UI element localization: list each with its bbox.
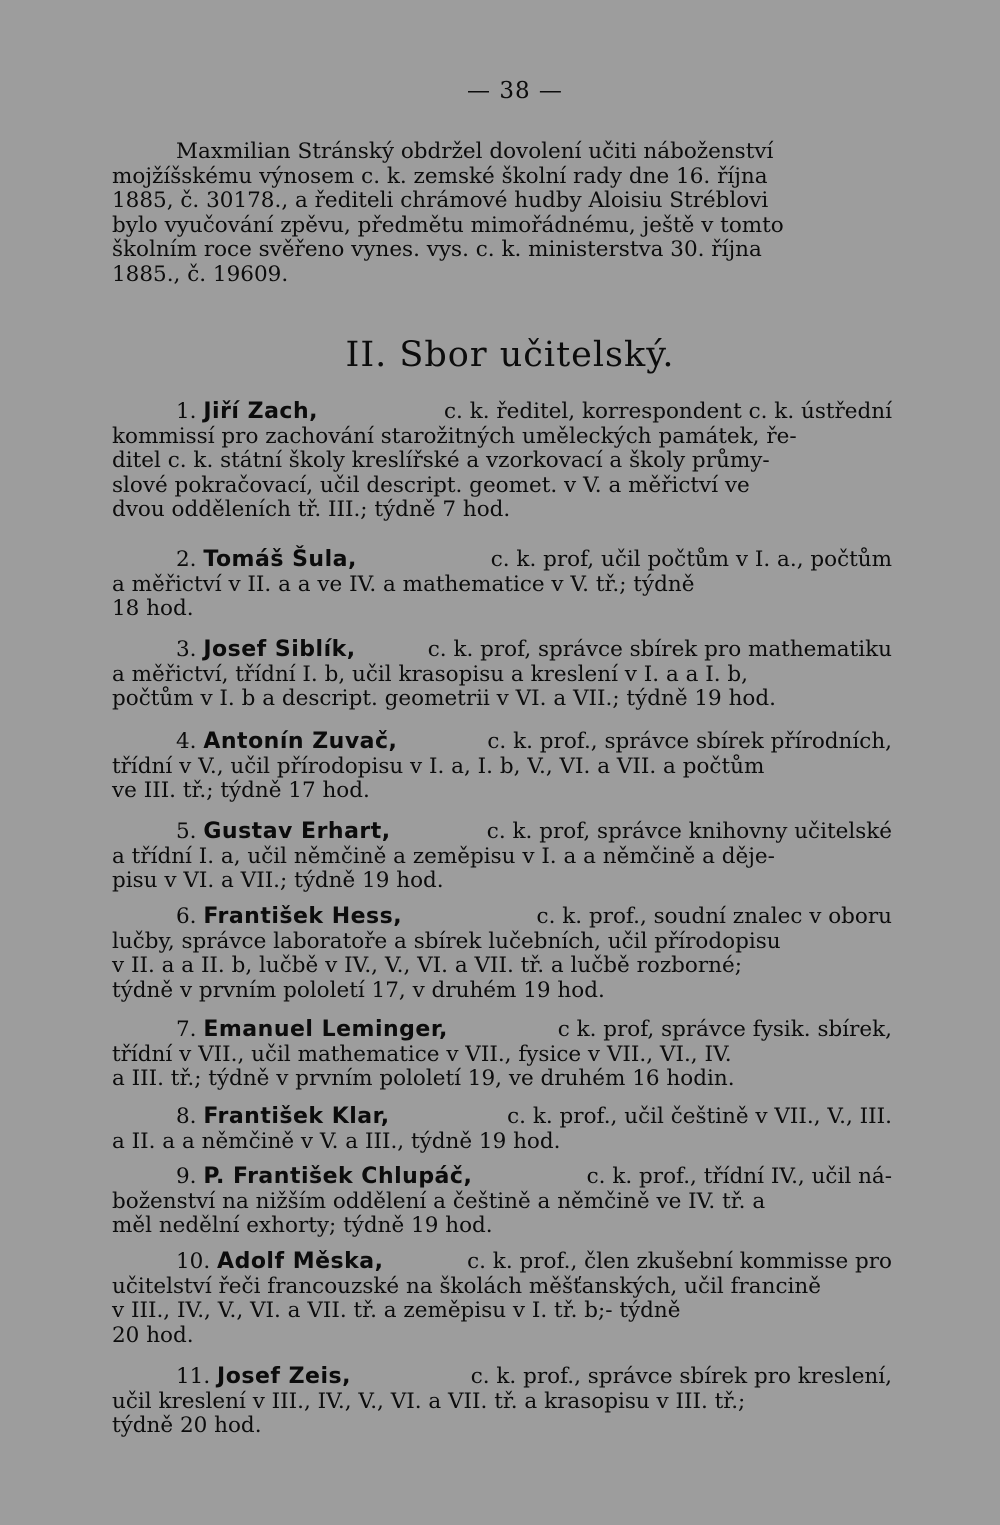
entry-head (176, 1250, 383, 1275)
entry-text: c k. prof, správce fysik. sbírek, (557, 1017, 892, 1042)
entry-text: c. k. prof., člen zkušební kommisse pro (467, 1249, 892, 1274)
staff-entry (112, 1018, 892, 1092)
entry-text: c. k. prof., správce sbírek přírodních, (487, 729, 892, 754)
entry-number: 4. (176, 729, 197, 754)
entry-head (176, 1365, 351, 1390)
text-line: týdně 20 hod. (112, 1413, 262, 1438)
text-line: dvou odděleních tř. III.; týdně 7 hod. (112, 497, 511, 522)
entry-text: c. k. prof, správce sbírek pro mathematiku (427, 637, 892, 662)
text-line: a měřictví, třídní I. b, učil krasopisu a kreslení v I. a a I. b, (112, 661, 749, 687)
staff-entry (112, 730, 892, 804)
text-line: slové pokračovací, učil descript. geomet. v V. a měřictví ve (112, 472, 750, 498)
teacher-name: Josef Zeis, (217, 1364, 351, 1389)
entry-head (176, 1105, 390, 1130)
staff-entry (112, 905, 892, 1003)
text-line: měl nedělní exhorty; týdně 19 hod. (112, 1213, 493, 1238)
staff-entry (112, 820, 892, 894)
entry-text: c. k. prof., správce sbírek pro kreslení, (470, 1364, 892, 1389)
text-line: 20 hod. (112, 1322, 194, 1348)
teacher-name: Emanuel Leminger, (203, 1017, 448, 1042)
teacher-name: František Klar, (203, 1104, 390, 1129)
entry-first-line (112, 730, 892, 755)
entry-head (176, 638, 356, 663)
text-line: v III., IV., V., VI. a VII. tř. a zeměpisu v I. tř. b;- týdně (112, 1298, 681, 1323)
text-line: týdně v prvním pololetí 17, v druhém 19 hod. (112, 977, 605, 1003)
text-line: boženství na nižším oddělení a češtině a němčině ve IV. tř. a (112, 1188, 766, 1214)
section-heading: II. Sbor učitelský. (345, 335, 675, 375)
staff-entry (112, 1365, 892, 1439)
entry-head (176, 1165, 472, 1190)
text-line: a II. a a němčině v V. a III., týdně 19 hod. (112, 1128, 561, 1154)
entry-number: 2. (176, 547, 197, 572)
text-line: počtům v I. b a descript. geometrii v VI. a VII.; týdně 19 hod. (112, 686, 776, 711)
entry-head (176, 400, 318, 425)
entry-text: c. k. prof., učil češtině v VII., V., III. (507, 1104, 892, 1129)
entry-first-line (112, 1250, 892, 1275)
staff-entry (112, 548, 892, 622)
entry-first-line (112, 1165, 892, 1190)
teacher-name: Josef Siblík, (203, 637, 356, 662)
staff-entry (112, 1250, 892, 1348)
entry-first-line (112, 905, 892, 930)
teacher-name: František Hess, (203, 904, 403, 929)
teacher-name: P. František Chlupáč, (203, 1164, 473, 1189)
entry-number: 6. (176, 904, 197, 929)
teacher-name: Antonín Zuvač, (203, 729, 398, 754)
entry-number: 10. (176, 1249, 211, 1274)
teacher-name: Adolf Měska, (217, 1249, 384, 1274)
staff-entry (112, 400, 892, 523)
entry-number: 8. (176, 1104, 197, 1129)
entry-number: 3. (176, 637, 197, 662)
text-line: 18 hod. (112, 596, 194, 621)
entry-first-line (112, 400, 892, 425)
text-line: ve III. tř.; týdně 17 hod. (112, 778, 370, 803)
text-line: a měřictví v II. a a ve IV. a mathematice v V. tř.; týdně (112, 571, 695, 597)
text-line: kommissí pro zachování starožitných uměleckých památek, ře- (112, 423, 797, 449)
entry-first-line (112, 820, 892, 845)
entry-text: c. k. prof, učil počtům v I. a., počtům (490, 547, 892, 572)
text-line: učil kreslení v III., IV., V., VI. a VII. tř. a krasopisu v III. tř.; (112, 1388, 746, 1414)
text-line: mojžíšskému výnosem c. k. zemské školní rady dne 16. října (112, 163, 768, 189)
staff-entry (112, 1165, 892, 1239)
entry-number: 7. (176, 1017, 197, 1042)
entry-head (176, 548, 357, 573)
text-line: pisu v VI. a VII.; týdně 19 hod. (112, 868, 444, 893)
entry-number: 11. (176, 1364, 211, 1389)
entry-first-line (112, 638, 892, 663)
intro-paragraph (112, 140, 892, 287)
teacher-name: Gustav Erhart, (203, 819, 391, 844)
entry-first-line (112, 548, 892, 573)
entry-head (176, 1018, 448, 1043)
text-line: bylo vyučování zpěvu, předmětu mimořádnému, ještě v tomto (112, 212, 784, 238)
text-line: a třídní I. a, učil němčině a zeměpisu v I. a a němčině a děje- (112, 843, 775, 869)
entry-head (176, 905, 402, 930)
entry-head (176, 730, 397, 755)
entry-first-line (112, 1018, 892, 1043)
entry-number: 9. (176, 1164, 197, 1189)
entry-text: c. k. prof, správce knihovny učitelské (486, 819, 892, 844)
text-line: 1885, č. 30178., a řediteli chrámové hudby Aloisiu Stréblovi (112, 188, 769, 213)
text-line: třídní v VII., učil mathematice v VII., fysice v VII., VI., IV. (112, 1041, 732, 1067)
teacher-name: Jiří Zach, (203, 399, 318, 424)
text-line: Maxmilian Stránský obdržel dovolení učiti náboženství (176, 139, 774, 164)
entry-text: c. k. prof., třídní IV., učil ná- (586, 1164, 892, 1189)
text-line: ditel c. k. státní školy kreslířské a vzorkovací a školy průmy- (112, 448, 770, 473)
text-line: lučby, správce laboratoře a sbírek lučebních, učil přírodopisu (112, 928, 781, 954)
text-line: 1885., č. 19609. (112, 261, 289, 287)
entry-first-line (112, 1365, 892, 1390)
teacher-name: Tomáš Šula, (203, 547, 357, 572)
staff-entry (112, 638, 892, 712)
entry-first-line (112, 1105, 892, 1130)
entry-text: c. k. prof., soudní znalec v oboru (536, 904, 892, 929)
text-line: v II. a a II. b, lučbě v IV., V., VI. a VII. tř. a lučbě rozborné; (112, 953, 742, 978)
entry-number: 5. (176, 819, 197, 844)
text-line: třídní v V., učil přírodopisu v I. a, I. b, V., VI. a VII. a počtům (112, 753, 765, 779)
entry-text: c. k. ředitel, korrespondent c. k. ústřední (443, 399, 892, 424)
text-line: a III. tř.; týdně v prvním pololetí 19, ve druhém 16 hodin. (112, 1066, 735, 1091)
entry-head (176, 820, 391, 845)
entry-number: 1. (176, 399, 197, 424)
text-line: učitelství řeči francouzské na školách měšťanských, učil francině (112, 1273, 821, 1299)
text-line: školním roce svěřeno vynes. vys. c. k. ministerstva 30. října (112, 237, 762, 262)
page-number: — 38 — (467, 78, 563, 104)
staff-entry (112, 1105, 892, 1154)
